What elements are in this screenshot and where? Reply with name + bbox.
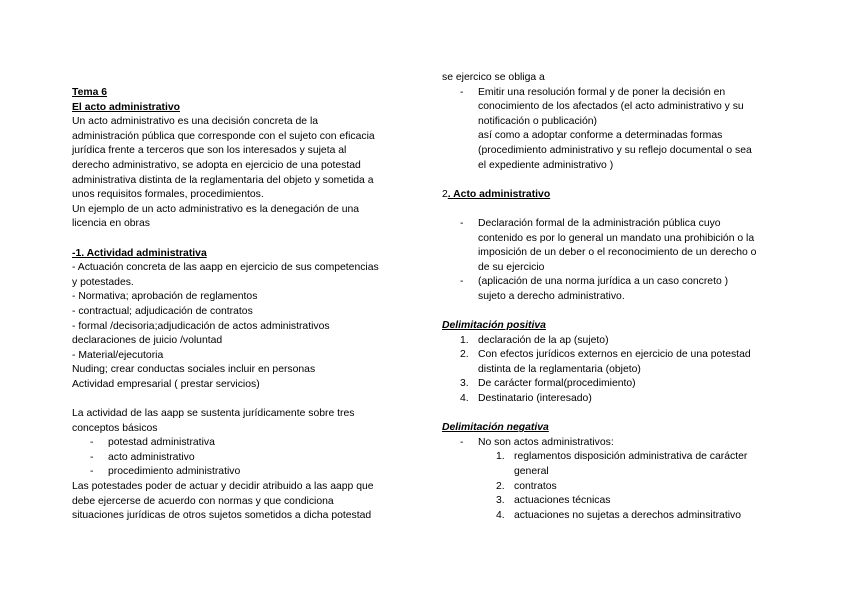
bullet-dash: - bbox=[460, 86, 464, 98]
concept-text: procedimiento administrativo bbox=[108, 466, 241, 478]
definition-line: administrativa distinta de la reglamentaria del objeto y sometida a bbox=[72, 174, 374, 186]
actividad-line: Actividad empresarial ( prestar servicios) bbox=[72, 378, 260, 390]
bullet-dash: - bbox=[90, 437, 94, 449]
example-line: licencia en obras bbox=[72, 218, 150, 230]
negativa-item bbox=[442, 509, 788, 524]
potestades-line: debe ejercerse de acuerdo con normas y que condiciona bbox=[72, 495, 334, 507]
positiva-line: Con efectos jurídicos externos en ejercicio de una potestad bbox=[478, 349, 751, 361]
potestades-line: situaciones jurídicas de otros sujetos sometidos a dicha potestad bbox=[72, 510, 372, 522]
definition-line: Un acto administrativo es una decisión concreta de la bbox=[72, 116, 319, 128]
potestades-line: Las potestades poder de actuar y decidir atribuido a las aapp que bbox=[72, 481, 374, 493]
topic-label: Tema 6 bbox=[72, 87, 108, 98]
negativa-line: general bbox=[514, 466, 549, 478]
acto-line: imposición de un deber o el reconocimiento de un derecho o bbox=[478, 247, 757, 259]
item-number: 3. bbox=[496, 495, 505, 507]
negativa-line: reglamentos disposición administrativa de carácter bbox=[514, 451, 748, 463]
definition-line: jurídica frente a terceros que son los interesados y sujeta al bbox=[72, 145, 347, 157]
concept-text: acto administrativo bbox=[108, 451, 195, 463]
positiva-item bbox=[442, 392, 788, 407]
positiva-line: De carácter formal(procedimiento) bbox=[478, 378, 636, 390]
obliga-line: (procedimiento administrativo y su reflejo documental o sea bbox=[478, 144, 752, 156]
definition-line: administración pública que corresponde con el sujeto con eficacia bbox=[72, 130, 375, 142]
positiva-heading: Delimitación positiva bbox=[442, 320, 546, 332]
negativa-item bbox=[442, 480, 788, 495]
negativa-item bbox=[442, 450, 788, 479]
bullet-dash: - bbox=[460, 436, 464, 448]
acto-item bbox=[442, 275, 788, 304]
acto-line: sujeto a derecho administrativo. bbox=[478, 290, 625, 302]
right-column bbox=[442, 71, 788, 523]
concept-text: potestad administrativa bbox=[108, 437, 215, 449]
intro-line: se ejercico se obliga a bbox=[442, 72, 545, 83]
acto-line: de su ejercicio bbox=[478, 261, 545, 273]
actividad-line: - contractual; adjudicación de contratos bbox=[72, 305, 253, 317]
acto-line: contenido es por lo general un mandato una prohibición o la bbox=[478, 232, 755, 244]
obliga-line: conocimiento de los afectados (el acto administrativo y su bbox=[478, 101, 744, 113]
negativa-intro bbox=[442, 436, 788, 451]
item-number: 1. bbox=[496, 451, 505, 463]
page-title: El acto administrativo bbox=[72, 101, 180, 113]
bullet-dash: - bbox=[90, 466, 94, 478]
concept-item bbox=[72, 465, 412, 480]
obliga-line: el expediente administrativo ) bbox=[478, 159, 614, 171]
left-column bbox=[72, 86, 412, 524]
actividad-line: declaraciones de juicio /voluntad bbox=[72, 335, 223, 347]
bullet-dash: - bbox=[90, 451, 94, 463]
section-title: . Acto administrativo bbox=[447, 188, 551, 200]
acto-line: Declaración formal de la administración pública cuyo bbox=[478, 217, 721, 229]
actividad-line: - Normativa; aprobación de reglamentos bbox=[72, 291, 258, 303]
actividad-line: - Actuación concreta de las aapp en ejercicio de sus competencias bbox=[72, 262, 379, 274]
section-heading-acto bbox=[442, 188, 788, 203]
section-heading-actividad: -1. Actividad administrativa bbox=[72, 247, 207, 259]
actividad-line: - Material/ejecutoria bbox=[72, 349, 164, 361]
concept-item bbox=[72, 436, 412, 451]
positiva-item bbox=[442, 377, 788, 392]
item-number: 4. bbox=[460, 393, 469, 405]
support-line: La actividad de las aapp se sustenta jurídicamente sobre tres bbox=[72, 408, 355, 420]
item-number: 2. bbox=[496, 480, 505, 492]
item-number: 3. bbox=[460, 378, 469, 390]
support-line: conceptos básicos bbox=[72, 422, 158, 434]
concept-item bbox=[72, 451, 412, 466]
positiva-item bbox=[442, 334, 788, 349]
acto-line: (aplicación de una norma jurídica a un caso concreto ) bbox=[478, 276, 729, 288]
actividad-line: Nuding; crear conductas sociales incluir en personas bbox=[72, 364, 316, 376]
negativa-intro-text: No son actos administrativos: bbox=[478, 436, 614, 448]
example-line: Un ejemplo de un acto administrativo es la denegación de una bbox=[72, 203, 360, 215]
definition-line: unos requisitos formales, procedimientos. bbox=[72, 189, 264, 201]
negativa-item bbox=[442, 494, 788, 509]
obliga-item bbox=[442, 86, 788, 174]
acto-item bbox=[442, 217, 788, 275]
section-number: 2 bbox=[442, 188, 448, 200]
obliga-line: Emitir una resolución formal y de poner la decisión en bbox=[478, 86, 726, 98]
item-number: 1. bbox=[460, 334, 469, 346]
positiva-line: Destinatario (interesado) bbox=[478, 393, 592, 405]
definition-line: derecho administrativo, se adopta en ejercicio de una potestad bbox=[72, 159, 361, 171]
negativa-line: actuaciones no sujetas a derechos adminsitrativo bbox=[514, 509, 741, 521]
positiva-line: declaración de la ap (sujeto) bbox=[478, 334, 609, 346]
bullet-dash: - bbox=[460, 276, 464, 288]
negativa-line: contratos bbox=[514, 480, 557, 492]
actividad-line: - formal /decisoria;adjudicación de actos administrativos bbox=[72, 320, 330, 332]
negativa-line: actuaciones técnicas bbox=[514, 495, 611, 507]
positiva-line: distinta de la reglamentaria (objeto) bbox=[478, 363, 641, 375]
obliga-line: notificación o publicación) bbox=[478, 115, 597, 127]
bullet-dash: - bbox=[460, 217, 464, 229]
obliga-line: así como a adoptar conforme a determinadas formas bbox=[478, 130, 723, 142]
negativa-heading: Delimitación negativa bbox=[442, 422, 549, 434]
actividad-line: y potestades. bbox=[72, 276, 134, 288]
item-number: 4. bbox=[496, 509, 505, 521]
positiva-item bbox=[442, 348, 788, 377]
item-number: 2. bbox=[460, 349, 469, 361]
